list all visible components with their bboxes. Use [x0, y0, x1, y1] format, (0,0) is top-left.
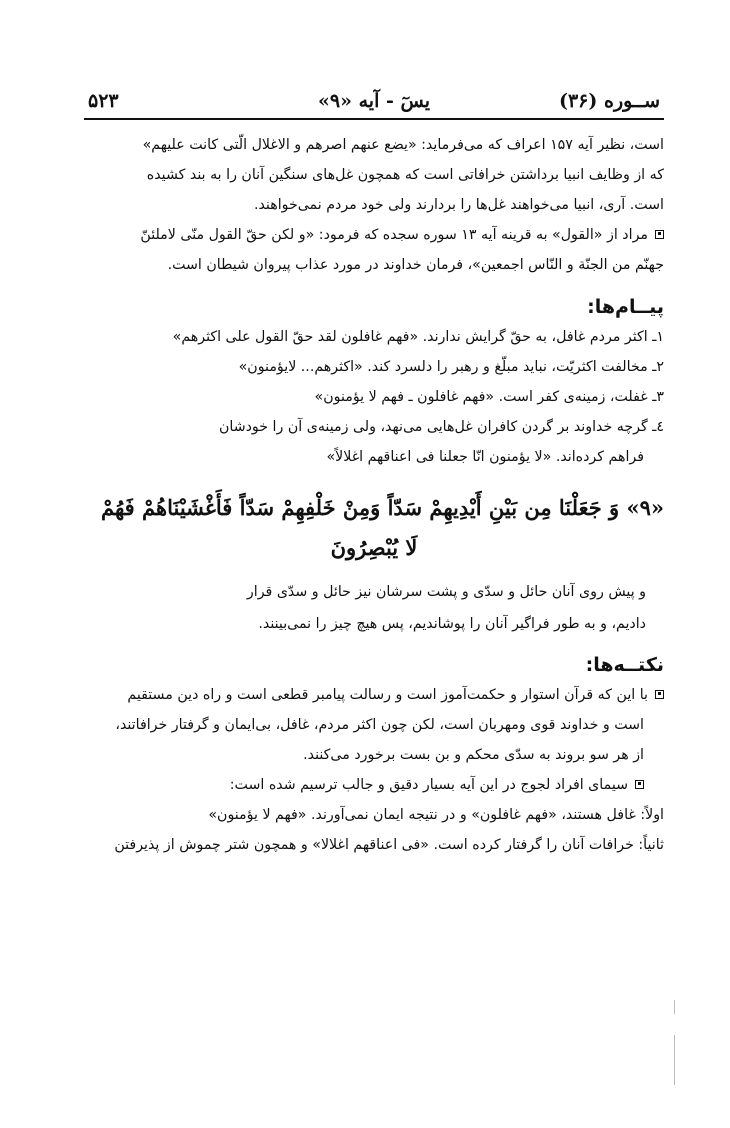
- message-item: ۱ـ اکثر مردم غافل، به حقّ گرایش ندارند. «فهم غافلون لقد حقّ القول علی اکثرهم»: [172, 329, 664, 345]
- note-line: اولاً: غافل هستند، «فهم غافلون» و در نتیجه ایمان نمی‌آورند. «فهم لا یؤمنون»: [208, 807, 664, 823]
- square-bullet-icon: [655, 230, 664, 239]
- message-item: ٤ـ گرچه خداوند بر گردن کافران غل‌هایی می‌نهد، ولی زمینه‌ی آن را خودشان: [218, 419, 664, 435]
- ayah-label: یسٓ - آیه «۹»: [318, 90, 430, 112]
- scan-mark: [674, 1035, 675, 1085]
- paragraph-text: مراد از «القول» به قرینه آیه ۱۳ سوره سجده که فرمود: «و لکن حقّ القول منّی لاملئنّ: [140, 227, 648, 243]
- note-line: [84, 680, 664, 710]
- verse-line: لَا يُبْصِرُونَ: [330, 535, 418, 560]
- paragraph-line: است، نظیر آیه ۱۵۷ اعراف که می‌فرماید: «یضع عنهم اصرهم و الاغلال الّتی کانت علیهم»: [142, 137, 664, 153]
- messages-heading: پیــام‌ها:: [587, 296, 664, 318]
- square-bullet-icon: [635, 780, 644, 789]
- paragraph-line: جهنّم من الجنّة و النّاس اجمعین»، فرمان خداوند در مورد عذاب پیروان شیطان است.: [167, 257, 664, 273]
- note-line: از هر سو بروند به سدّی محکم و بن بست برخورد می‌کنند.: [303, 747, 644, 763]
- paragraph-line: [84, 220, 664, 250]
- scan-mark: [674, 1000, 675, 1014]
- page-number: ۵۲۳: [88, 90, 119, 112]
- message-item: ۳ـ غفلت، زمینه‌ی کفر است. «فهم غافلون ـ فهم لا یؤمنون»: [314, 389, 664, 405]
- verse-translation: دادیم، و به طور فراگیر آنان را پوشاندیم، پس هیچ چیز را نمی‌بینند.: [258, 616, 646, 632]
- note-line: ثانیاً: خرافات آنان را گرفتار کرده است. «فی اعناقهم اغلالا» و همچون شتر چموش از پذیرفتن: [114, 837, 664, 853]
- page-header: [84, 90, 664, 120]
- note-text: سیمای افراد لجوج در این آیه بسیار دقیق و جالب ترسیم شده است:: [229, 777, 628, 793]
- verse-translation: و پیش روی آنان حائل و سدّی و پشت سرشان نیز حائل و سدّی قرار: [246, 584, 646, 600]
- paragraph-line: است. آری، انبیا می‌خواهند غل‌ها را بردارند ولی خود مردم نمی‌خواهند.: [253, 197, 664, 213]
- square-bullet-icon: [655, 690, 664, 699]
- message-item: ۲ـ مخالفت اکثریّت، نباید مبلّغ و رهبر را دلسرد کند. «اکثرهم... لایؤمنون»: [238, 359, 664, 375]
- note-line: [84, 770, 664, 800]
- verse-line: «۹» وَ جَعَلْنَا مِن بَيْنِ أَيْدِيهِمْ سَدّاً وَمِنْ خَلْفِهِمْ سَدّاً فَأَغْشَيْنَاهُمْ فَهُمْ: [101, 495, 664, 520]
- notes-heading: نکتــه‌ها:: [585, 654, 664, 676]
- paragraph-line: که از وظایف انبیا برداشتن خرافاتی است که همچون غل‌های سنگین آنان را به بند کشیده: [146, 167, 664, 183]
- note-line: است و خداوند قوی ومهربان است، لکن چون اکثر مردم، غافل، بی‌ایمان و گرفتار خرافاتند،: [115, 717, 644, 733]
- note-text: با این که قرآن استوار و حکمت‌آموز است و رسالت پیامبر قطعی است و راه دین مستقیم: [127, 687, 648, 703]
- surah-label: ســوره (۳۶): [558, 90, 660, 112]
- message-item: فراهم کرده‌اند. «لا یؤمنون انّا جعلنا فی اعناقهم اغلالاً»: [326, 449, 644, 465]
- book-page: [84, 90, 664, 860]
